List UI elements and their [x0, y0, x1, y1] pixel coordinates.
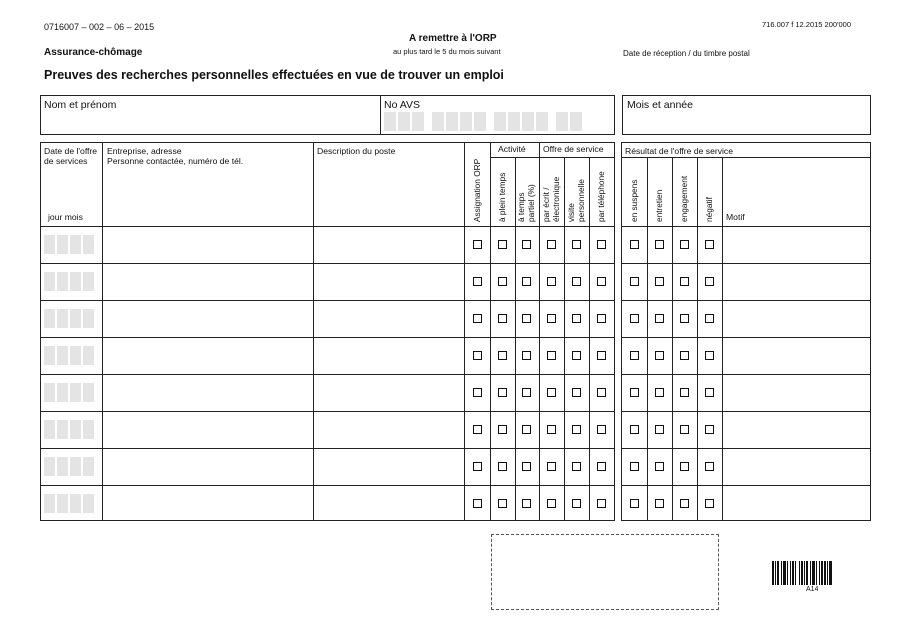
checkbox[interactable]: [498, 388, 507, 397]
date-digit-cell[interactable]: [44, 420, 55, 439]
barcode-bar: [787, 561, 788, 585]
date-digit-cell[interactable]: [44, 235, 55, 254]
avs-digit-cell[interactable]: [556, 112, 568, 131]
avs-digit-cell[interactable]: [432, 112, 444, 131]
checkbox[interactable]: [473, 314, 482, 323]
checkbox[interactable]: [630, 314, 639, 323]
checkbox[interactable]: [473, 388, 482, 397]
avs-label: No AVS: [384, 99, 420, 111]
date-digit-cell[interactable]: [44, 457, 55, 476]
hired-label: engagement: [679, 175, 689, 222]
avs-digit-cell[interactable]: [412, 112, 424, 131]
date-digit-cell[interactable]: [57, 272, 68, 291]
barcode-bar: [816, 561, 817, 585]
barcode-bar: [821, 561, 823, 585]
checkbox[interactable]: [705, 351, 714, 360]
barcode-bar: [795, 561, 796, 585]
checkbox[interactable]: [473, 240, 482, 249]
checkbox[interactable]: [498, 499, 507, 508]
checkbox[interactable]: [498, 425, 507, 434]
checkbox[interactable]: [680, 351, 689, 360]
checkbox[interactable]: [680, 277, 689, 286]
barcode-bar: [799, 561, 800, 585]
row-divider: [621, 448, 871, 449]
reference-code: 716.007 f 12.2015 200'000: [762, 20, 852, 29]
checkbox[interactable]: [655, 462, 664, 471]
checkbox[interactable]: [522, 240, 531, 249]
checkbox[interactable]: [597, 388, 606, 397]
checkbox[interactable]: [547, 462, 556, 471]
part-time-label-1: à temps: [516, 192, 526, 222]
result-group-label: Résultat de l'offre de service: [625, 146, 734, 156]
page-title: Preuves des recherches personnelles effectuées en vue de trouver un emploi: [44, 68, 504, 82]
barcode-bar: [824, 561, 826, 585]
barcode-bar: [829, 561, 832, 585]
checkbox[interactable]: [705, 499, 714, 508]
checkbox[interactable]: [680, 425, 689, 434]
barcode-bar: [819, 561, 820, 585]
remit-title: A remettre à l'ORP: [409, 33, 497, 44]
barcode-bar: [792, 561, 794, 585]
checkbox[interactable]: [705, 314, 714, 323]
avs-digit-cell[interactable]: [494, 112, 506, 131]
checkbox[interactable]: [522, 425, 531, 434]
checkbox[interactable]: [547, 277, 556, 286]
checkbox[interactable]: [547, 240, 556, 249]
written-label-2: électronique: [551, 176, 561, 222]
contact-label: Personne contactée, numéro de tél.: [107, 156, 244, 166]
date-digit-cell[interactable]: [57, 346, 68, 365]
date-digit-cell[interactable]: [44, 272, 55, 291]
checkbox[interactable]: [597, 425, 606, 434]
stamp-area: [491, 534, 719, 610]
date-digit-cell[interactable]: [70, 272, 81, 291]
checkbox[interactable]: [630, 351, 639, 360]
checkbox[interactable]: [473, 277, 482, 286]
date-digit-cell[interactable]: [70, 420, 81, 439]
avs-digit-cell[interactable]: [570, 112, 582, 131]
checkbox[interactable]: [498, 277, 507, 286]
checkbox[interactable]: [498, 462, 507, 471]
checkbox[interactable]: [680, 388, 689, 397]
checkbox[interactable]: [705, 240, 714, 249]
checkbox[interactable]: [473, 351, 482, 360]
checkbox[interactable]: [655, 314, 664, 323]
avs-digit-cell[interactable]: [446, 112, 458, 131]
barcode-bar: [783, 561, 786, 585]
date-digit-cell[interactable]: [44, 494, 55, 513]
checkbox[interactable]: [498, 314, 507, 323]
checkbox[interactable]: [705, 462, 714, 471]
date-digit-cell[interactable]: [83, 309, 94, 328]
row-divider: [40, 263, 615, 264]
date-digit-cell[interactable]: [70, 235, 81, 254]
checkbox[interactable]: [547, 314, 556, 323]
barcode-bar: [772, 561, 774, 585]
checkbox[interactable]: [547, 499, 556, 508]
row-divider: [40, 337, 615, 338]
date-digit-cell[interactable]: [83, 346, 94, 365]
barcode-bar: [777, 561, 779, 585]
date-digit-cell[interactable]: [70, 309, 81, 328]
barcode-bar: [775, 561, 776, 585]
barcode-label: A14: [806, 586, 819, 593]
avs-digit-cell[interactable]: [398, 112, 410, 131]
company-label: Entreprise, adresse: [107, 146, 182, 156]
date-digit-cell[interactable]: [57, 420, 68, 439]
checkbox[interactable]: [655, 499, 664, 508]
checkbox[interactable]: [572, 277, 581, 286]
checkbox[interactable]: [572, 462, 581, 471]
checkbox[interactable]: [547, 351, 556, 360]
interview-label: entretien: [654, 189, 664, 222]
checkbox[interactable]: [473, 462, 482, 471]
checkbox[interactable]: [630, 425, 639, 434]
checkbox[interactable]: [597, 462, 606, 471]
checkbox[interactable]: [522, 388, 531, 397]
checkbox[interactable]: [630, 388, 639, 397]
checkbox[interactable]: [572, 388, 581, 397]
activity-group-label: Activité: [498, 144, 526, 154]
barcode-bar: [790, 561, 791, 585]
row-divider: [621, 263, 871, 264]
row-divider: [621, 300, 871, 301]
row-divider: [40, 485, 615, 486]
barcode-bar: [810, 561, 811, 585]
checkbox[interactable]: [597, 499, 606, 508]
date-digit-cell[interactable]: [70, 383, 81, 402]
date-digit-cell[interactable]: [57, 235, 68, 254]
avs-digit-cell[interactable]: [460, 112, 472, 131]
checkbox[interactable]: [498, 351, 507, 360]
part-time-label-2: partiel (%): [526, 184, 536, 222]
checkbox[interactable]: [705, 425, 714, 434]
checkbox[interactable]: [547, 388, 556, 397]
date-digit-cell[interactable]: [57, 457, 68, 476]
barcode-bar: [827, 561, 828, 585]
row-divider: [621, 374, 871, 375]
checkbox[interactable]: [522, 499, 531, 508]
description-label: Description du poste: [317, 146, 396, 156]
checkbox[interactable]: [630, 277, 639, 286]
checkbox[interactable]: [522, 351, 531, 360]
name-label: Nom et prénom: [44, 99, 117, 111]
checkbox[interactable]: [572, 499, 581, 508]
checkbox[interactable]: [498, 240, 507, 249]
checkbox[interactable]: [547, 425, 556, 434]
barcode-bar: [801, 561, 803, 585]
negative-label: négatif: [704, 197, 714, 222]
barcode-bar: [806, 561, 808, 585]
checkbox[interactable]: [655, 388, 664, 397]
reception-date-label: Date de réception / du timbre postal: [623, 49, 750, 58]
row-divider: [40, 448, 615, 449]
date-digit-cell[interactable]: [70, 494, 81, 513]
date-digit-cell[interactable]: [83, 494, 94, 513]
visit-label-1: visite: [566, 203, 576, 222]
checkbox[interactable]: [597, 351, 606, 360]
barcode-bar: [781, 561, 782, 585]
remit-subtitle: au plus tard le 5 du mois suivant: [393, 47, 501, 56]
barcode-bar: [812, 561, 815, 585]
offer-group-label: Offre de service: [543, 144, 604, 154]
avs-digit-cell[interactable]: [536, 112, 548, 131]
checkbox[interactable]: [473, 499, 482, 508]
checkbox[interactable]: [522, 277, 531, 286]
date-digit-cell[interactable]: [70, 457, 81, 476]
date-digit-cell[interactable]: [57, 494, 68, 513]
full-time-label: à plein temps: [497, 172, 507, 222]
row-divider: [40, 300, 615, 301]
checkbox[interactable]: [630, 240, 639, 249]
checkbox[interactable]: [680, 462, 689, 471]
date-digit-cell[interactable]: [57, 309, 68, 328]
date-digit-cell[interactable]: [83, 457, 94, 476]
reason-label: Motif: [726, 212, 745, 222]
form-code: 0716007 – 002 – 06 – 2015: [44, 22, 155, 32]
row-divider: [40, 411, 615, 412]
checkbox[interactable]: [473, 425, 482, 434]
checkbox[interactable]: [630, 499, 639, 508]
written-label-1: par écrit /: [541, 187, 551, 222]
date-digit-cell[interactable]: [83, 420, 94, 439]
checkbox[interactable]: [655, 277, 664, 286]
day-month-label: jour mois: [48, 212, 83, 222]
checkbox[interactable]: [597, 277, 606, 286]
date-digit-cell[interactable]: [83, 383, 94, 402]
name-field[interactable]: [44, 110, 378, 134]
checkbox[interactable]: [680, 240, 689, 249]
date-digit-cell[interactable]: [57, 383, 68, 402]
checkbox[interactable]: [572, 425, 581, 434]
assignation-label: Assignation ORP: [472, 158, 482, 222]
checkbox[interactable]: [655, 240, 664, 249]
row-divider: [621, 411, 871, 412]
checkbox[interactable]: [572, 240, 581, 249]
checkbox[interactable]: [630, 462, 639, 471]
avs-digit-cell[interactable]: [474, 112, 486, 131]
barcode-icon: [772, 561, 854, 585]
checkbox[interactable]: [597, 240, 606, 249]
checkbox[interactable]: [522, 462, 531, 471]
date-digit-cell[interactable]: [44, 346, 55, 365]
date-digit-cell[interactable]: [83, 272, 94, 291]
phone-label: par téléphone: [596, 171, 606, 222]
checkbox[interactable]: [572, 351, 581, 360]
date-digit-cell[interactable]: [44, 309, 55, 328]
avs-digit-cell[interactable]: [384, 112, 396, 131]
avs-digit-cell[interactable]: [508, 112, 520, 131]
checkbox[interactable]: [680, 499, 689, 508]
barcode-bar: [804, 561, 805, 585]
checkbox[interactable]: [522, 314, 531, 323]
organisation-name: Assurance-chômage: [44, 47, 143, 58]
checkbox[interactable]: [680, 314, 689, 323]
pending-label: en suspens: [629, 179, 639, 222]
row-divider: [40, 374, 615, 375]
checkbox[interactable]: [572, 314, 581, 323]
date-digit-cell[interactable]: [44, 383, 55, 402]
visit-label-2: personnelle: [576, 179, 586, 222]
checkbox[interactable]: [655, 425, 664, 434]
checkbox[interactable]: [597, 314, 606, 323]
checkbox[interactable]: [705, 277, 714, 286]
avs-digit-cell[interactable]: [522, 112, 534, 131]
row-divider: [621, 337, 871, 338]
date-digit-cell[interactable]: [70, 346, 81, 365]
checkbox[interactable]: [655, 351, 664, 360]
month-year-label: Mois et année: [627, 99, 693, 111]
date-offer-label: Date de l'offre de services: [44, 146, 98, 166]
date-digit-cell[interactable]: [83, 235, 94, 254]
checkbox[interactable]: [705, 388, 714, 397]
row-divider: [621, 485, 871, 486]
